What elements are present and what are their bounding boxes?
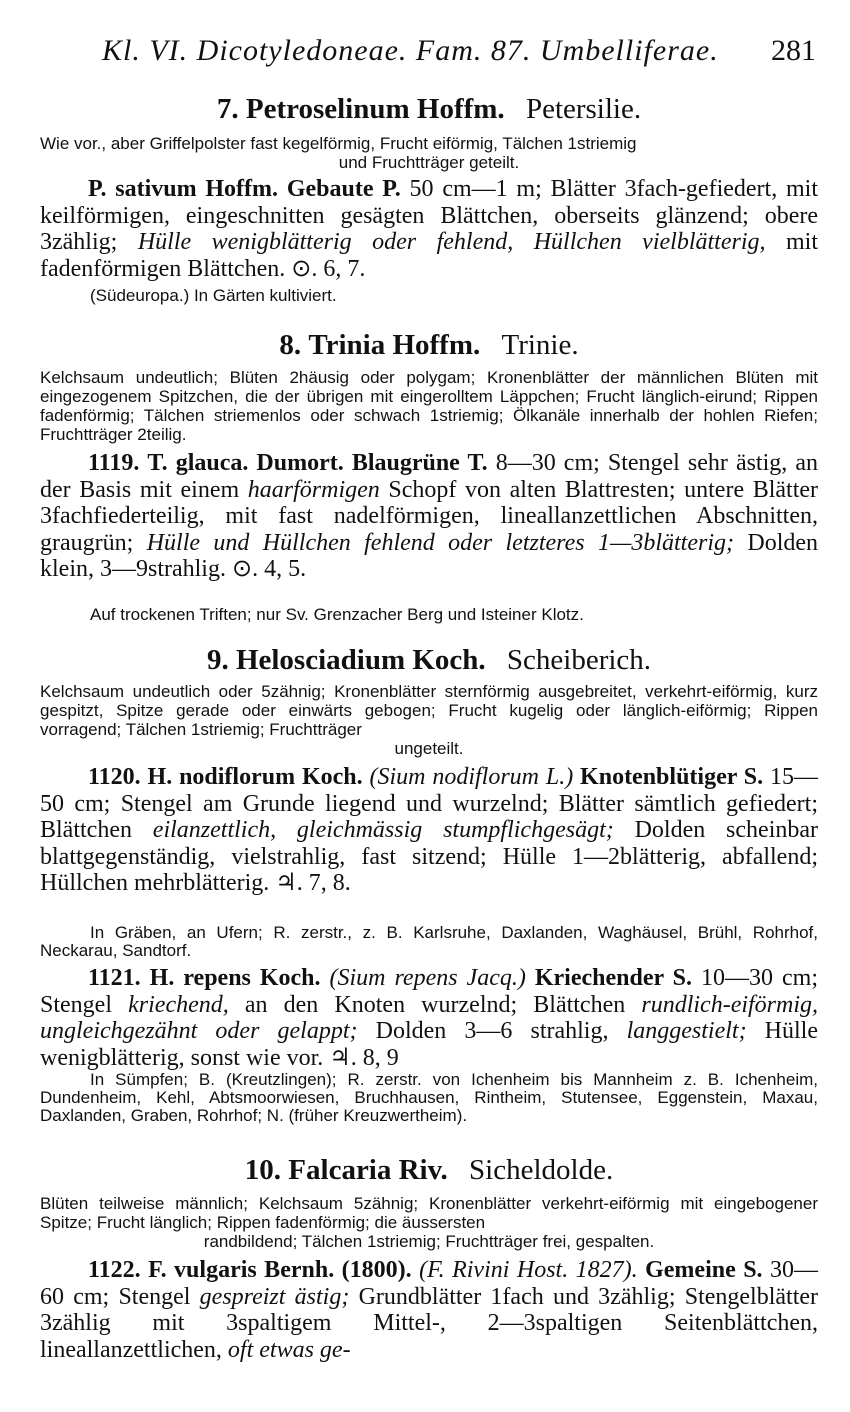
species-text: 50 cm—1 m; Blätter 3fach-gefiedert, mit keilförmigen, eingeschnitten gesägten Blättchen, oberseits glänzend; obere 3zählig; xyxy=(40,176,819,255)
species-italic-text: kriechend, xyxy=(128,991,229,1018)
description-last-line: randbildend; Tälchen 1striemig; Fruchtträger frei, gespalten. xyxy=(203,1232,655,1251)
page-number: 281 xyxy=(771,34,816,67)
description-last-line: und Fruchtträger geteilt. xyxy=(338,153,520,172)
species-name: H. nodiflorum Koch. xyxy=(147,764,363,790)
description-last-line: ungeteilt. xyxy=(394,739,464,758)
description-text: Kelchsaum undeutlich; Blüten 2häusig oder polygam; Kronenblätter der männlichen Blüten mit eingezogenem Spitzchen, die der übrigen mit eingerolltem Läppchen; Frucht länglich-eirund; Rippen fadenförmig; Tälchen striemenlos oder schwach 1striemig; Ölkanäle innerhalb der hohlen Riefen; Fruchtträger 2teilig. xyxy=(40,368,818,444)
species-locality: Auf trockenen Triften; nur Sv. Grenzacher Berg und Isteiner Klotz. xyxy=(90,605,584,624)
species-german-name: Gemeine S. xyxy=(645,1257,763,1283)
species-german-name: Blaugrüne T. xyxy=(351,450,488,476)
genus-description xyxy=(40,682,818,758)
genus-heading-helosciadium xyxy=(40,644,818,677)
genus-name: Helosciadium Koch. xyxy=(235,644,486,676)
species-italic-text: haarförmigen xyxy=(247,476,380,503)
genus-description xyxy=(40,1194,818,1251)
genus-vernacular: Trinie. xyxy=(501,329,579,361)
species-synonym: (Sium repens Jacq.) xyxy=(329,965,526,991)
genus-heading-falcaria xyxy=(40,1154,818,1187)
species-number: 1120. xyxy=(88,764,141,790)
genus-vernacular: Sicheldolde. xyxy=(469,1154,614,1186)
species-locality: In Sümpfen; B. (Kreutzlingen); R. zerstr. von Ichenheim bis Mannheim z. B. Ichenheim, Dundenheim, Kehl, Abtsmoorwiesen, Bruchhausen, Rintheim, Stutensee, Eggenstein, Maxau, Daxlanden, Graben, Rohrhof; N. (früher Kreuzwertheim). xyxy=(40,1070,818,1125)
species-name: H. repens Koch. xyxy=(149,965,321,991)
species-synonym: (F. Rivini Host. 1827). xyxy=(419,1257,638,1283)
genus-name: Falcaria Riv. xyxy=(288,1154,448,1186)
species-german-name: Kriechender S. xyxy=(534,965,693,991)
species-text-2: mit fadenförmigen Blättchen. ⊙. 6, 7. xyxy=(40,229,819,282)
description-text: Wie vor., aber Griffelpolster fast kegelförmig, Frucht eiförmig, Tälchen 1striemig xyxy=(40,134,637,153)
species-italic-text: eilanzettlich, gleichmässig stumpflichgesägt; xyxy=(152,817,614,843)
species-text-2: an den Knoten wurzelnd; Blättchen xyxy=(244,991,626,1018)
species-entry-sativum xyxy=(40,176,818,282)
species-synonym: (Sium nodiflorum L.) xyxy=(369,764,574,790)
genus-number: 10. xyxy=(244,1154,282,1186)
species-italic-text: gespreizt ästig; xyxy=(199,1283,350,1310)
species-entry-vulgaris xyxy=(40,1257,818,1363)
genus-vernacular: Petersilie. xyxy=(525,93,642,125)
species-italic-text-2: Hülle und Hüllchen fehlend oder letzteres 1—3blätterig; xyxy=(146,529,734,556)
genus-name: Petroselinum Hoffm. xyxy=(245,93,505,125)
running-header xyxy=(40,34,818,74)
species-entry-glauca xyxy=(40,450,818,583)
species-entry-nodiflorum xyxy=(40,764,818,897)
species-text: 8—30 cm; Stengel sehr ästig, an der Basis mit einem xyxy=(40,450,818,503)
species-name: P. sativum Hoffm. xyxy=(88,176,279,202)
species-german-name: Knotenblütiger S. xyxy=(580,764,764,790)
species-number: 1122. xyxy=(88,1257,141,1283)
species-number: 1119. xyxy=(88,450,140,476)
species-number: 1121. xyxy=(88,965,141,991)
genus-number: 7. xyxy=(216,93,239,125)
species-text-3: Dolden klein, 3—9strahlig. ⊙. 4, 5. xyxy=(40,529,819,582)
description-text: Kelchsaum undeutlich oder 5zähnig; Kronenblätter sternförmig ausgebreitet, verkehrt-eiförmig, kurz gespitzt, Spitze gerade oder einwärts gebogen; Frucht kugelig oder länglich-eiförmig; Rippen vorragend; Tälchen 1striemig; Fruchtträger xyxy=(40,682,818,739)
species-locality: In Gräben, an Ufern; R. zerstr., z. B. Karlsruhe, Daxlanden, Waghäusel, Brühl, Rohrhof, Neckarau, Sandtorf. xyxy=(40,923,818,960)
species-name: F. vulgaris Bernh. (1800). xyxy=(148,1257,412,1283)
genus-number: 8. xyxy=(279,329,302,361)
genus-number: 9. xyxy=(206,644,229,676)
genus-vernacular: Scheiberich. xyxy=(506,644,652,676)
species-text-2: Grundblätter 1fach und 3zählig; Stengelblätter 3zählig mit 3spaltigem Mittel-, 2—3spaltigen Seitenblättchen, lineallanzettlichen, xyxy=(40,1283,819,1363)
species-text: 30—60 cm; Stengel xyxy=(40,1257,818,1310)
genus-heading-petroselinum xyxy=(40,93,818,126)
species-german-name: Gebaute P. xyxy=(286,176,401,202)
genus-description xyxy=(40,134,818,172)
species-text: 15—50 cm; Stengel am Grunde liegend und wurzelnd; Blätter sämtlich gefiedert; Blättchen xyxy=(40,764,819,843)
species-text-2: Dolden scheinbar blattgegenständig, vielstrahlig, fast sitzend; Hülle 1—2blätterig, abfallend; Hüllchen mehrblätterig. ♃. 7, 8. xyxy=(40,817,818,896)
description-text: Blüten teilweise männlich; Kelchsaum 5zähnig; Kronenblätter verkehrt-eiförmig mit eingebogener Spitze; Frucht länglich; Rippen fadenförmig; die äussersten xyxy=(40,1194,818,1232)
header-title: Kl. VI. Dicotyledoneae. Fam. 87. Umbelliferae. xyxy=(102,34,719,67)
species-italic-text-2: rundlich-eiförmig, ungleichgezähnt oder gelappt; xyxy=(40,991,819,1044)
species-italic-text-3: langgestielt; xyxy=(626,1018,747,1044)
species-name: T. glauca. Dumort. xyxy=(147,450,344,476)
species-entry-repens xyxy=(40,965,818,1071)
species-text: 10—30 cm; Stengel xyxy=(40,965,818,1018)
species-italic-text-2: oft etwas ge- xyxy=(227,1336,351,1363)
species-text-3: Dolden 3—6 strahlig, xyxy=(375,1018,609,1044)
species-text-2: Schopf von alten Blattresten; untere Blätter 3fachfiederteilig, mit fast nadelförmigen, lineallanzettlichen Abschnitten, graugrün; xyxy=(40,476,819,556)
genus-name: Trinia Hoffm. xyxy=(308,329,481,361)
species-locality: (Südeuropa.) In Gärten kultiviert. xyxy=(90,286,337,305)
genus-description xyxy=(40,368,818,444)
genus-heading-trinia xyxy=(40,329,818,362)
species-italic-text: Hülle wenigblätterig oder fehlend, Hüllchen vielblätterig, xyxy=(137,229,766,255)
species-text-4: Hülle wenigblätterig, sonst wie vor. ♃. 8, 9 xyxy=(40,1018,818,1071)
